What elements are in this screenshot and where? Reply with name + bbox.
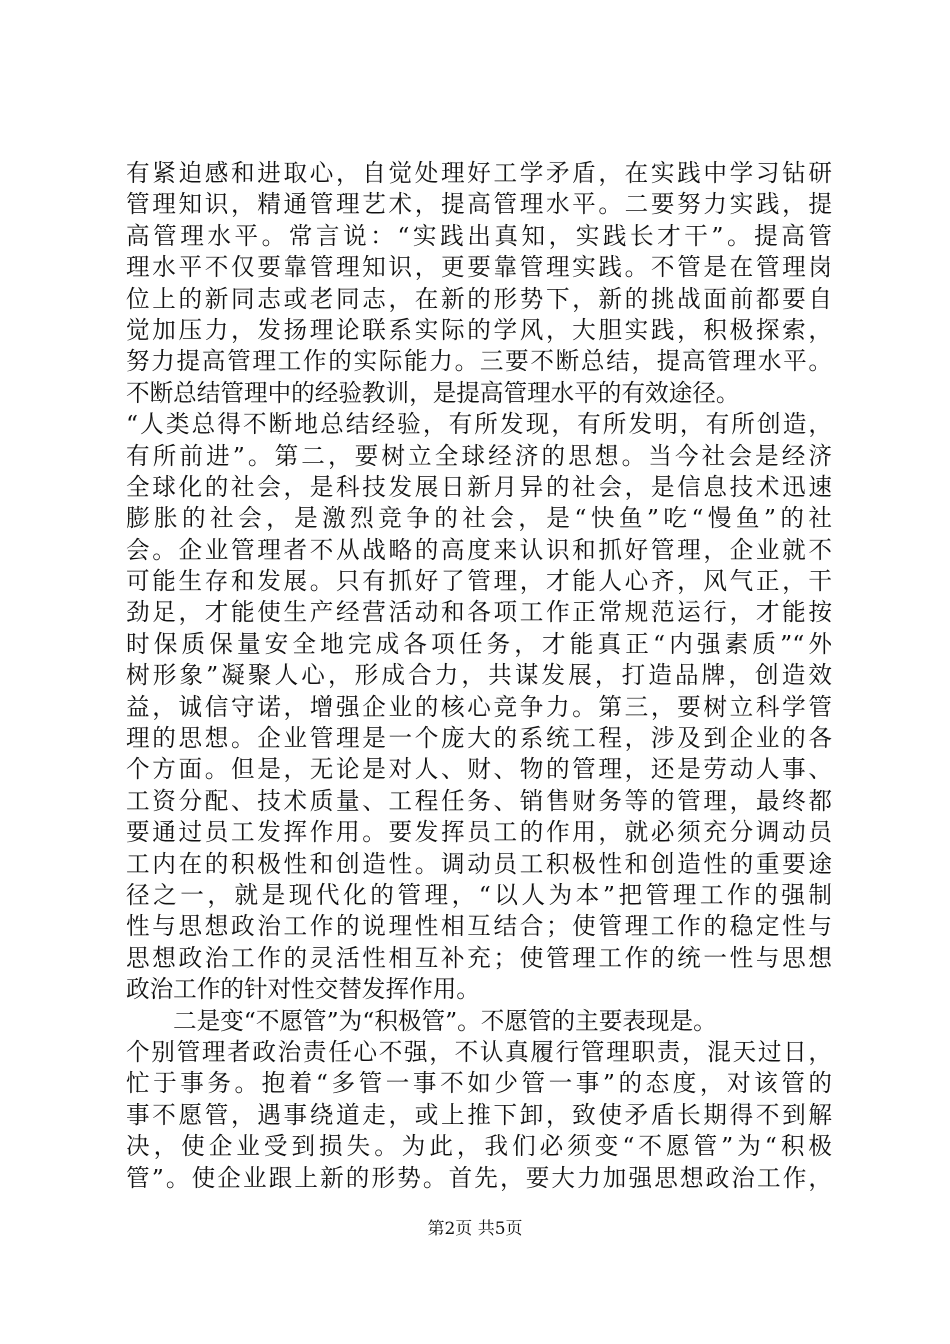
text-line: 努力提高管理工作的实际能力。三要不断总结，提高管理水平。 <box>126 347 832 376</box>
text-line: 政治工作的针对性交替发挥作用。 <box>126 975 480 1004</box>
text-line: 膨胀的社会，是激烈竞争的社会，是“快鱼”吃“慢鱼”的社 <box>126 504 832 533</box>
body-text <box>126 158 832 1194</box>
text-line: 有所前进”。第二，要树立全球经济的思想。当今社会是经济 <box>126 441 832 470</box>
text-line: 可能生存和发展。只有抓好了管理，才能人心齐，风气正，干 <box>126 567 832 596</box>
text-line: 理的思想。企业管理是一个庞大的系统工程，涉及到企业的各 <box>126 724 832 753</box>
text-line: 管”。使企业跟上新的形势。首先，要大力加强思想政治工作， <box>126 1163 832 1192</box>
text-line: 个方面。但是，无论是对人、财、物的管理，还是劳动人事、 <box>126 755 832 784</box>
text-line: 工资分配、技术质量、工程任务、销售财务等的管理，最终都 <box>126 786 832 815</box>
text-line: 个别管理者政治责任心不强，不认真履行管理职责，混天过日， <box>126 1037 832 1066</box>
text-line: 劲足，才能使生产经营活动和各项工作正常规范运行，才能按 <box>126 598 832 627</box>
text-line: “人类总得不断地总结经验，有所发现，有所发明，有所创造， <box>126 410 832 439</box>
text-line: 有紧迫感和进取心，自觉处理好工学矛盾，在实践中学习钻研 <box>126 159 832 187</box>
text-line: 不断总结管理中的经验教训，是提高管理水平的有效途径。 <box>126 378 740 407</box>
text-line: 高管理水平。常言说：“实践出真知，实践长才干”。提高管 <box>126 221 832 250</box>
text-line: 工内在的积极性和创造性。调动员工积极性和创造性的重要途 <box>126 849 832 878</box>
page-number-footer: 第2页 共5页 <box>427 1219 523 1239</box>
text-line: 时保质保量安全地完成各项任务，才能真正“内强素质”“外 <box>126 629 832 658</box>
text-line: 忙于事务。抱着“多管一事不如少管一事”的态度，对该管的 <box>126 1069 832 1098</box>
text-line: 全球化的社会，是科技发展日新月异的社会，是信息技术迅速 <box>126 472 832 501</box>
text-line: 性与思想政治工作的说理性相互结合；使管理工作的稳定性与 <box>126 912 832 941</box>
text-line: 树形象”凝聚人心，形成合力，共谋发展，打造品牌，创造效 <box>126 661 832 690</box>
text-line: 决，使企业受到损失。为此，我们必须变“不愿管”为“积极 <box>126 1132 832 1161</box>
text-line: 理水平不仅要靠管理知识，更要靠管理实践。不管是在管理岗 <box>126 253 832 282</box>
text-line: 益，诚信守诺，增强企业的核心竞争力。第三，要树立科学管 <box>126 692 832 721</box>
text-line: 会。企业管理者不从战略的高度来认识和抓好管理，企业就不 <box>126 535 832 564</box>
text-line: 径之一，就是现代化的管理，“以人为本”把管理工作的强制 <box>126 880 832 909</box>
text-line: 管理知识，精通管理艺术，提高管理水平。二要努力实践，提 <box>126 190 832 219</box>
paragraph-first-line: 二是变“不愿管”为“积极管”。不愿管的主要表现是。 <box>173 1006 717 1035</box>
text-line: 觉加压力，发扬理论联系实际的学风，大胆实践，积极探索， <box>126 315 832 344</box>
text-line: 位上的新同志或老同志，在新的形势下，新的挑战面前都要自 <box>126 284 832 313</box>
text-line: 事不愿管，遇事绕道走，或上推下卸，致使矛盾长期得不到解 <box>126 1100 832 1129</box>
text-line: 要通过员工发挥作用。要发挥员工的作用，就必须充分调动员 <box>126 818 832 847</box>
text-line: 思想政治工作的灵活性相互补充；使管理工作的统一性与思想 <box>126 943 832 972</box>
